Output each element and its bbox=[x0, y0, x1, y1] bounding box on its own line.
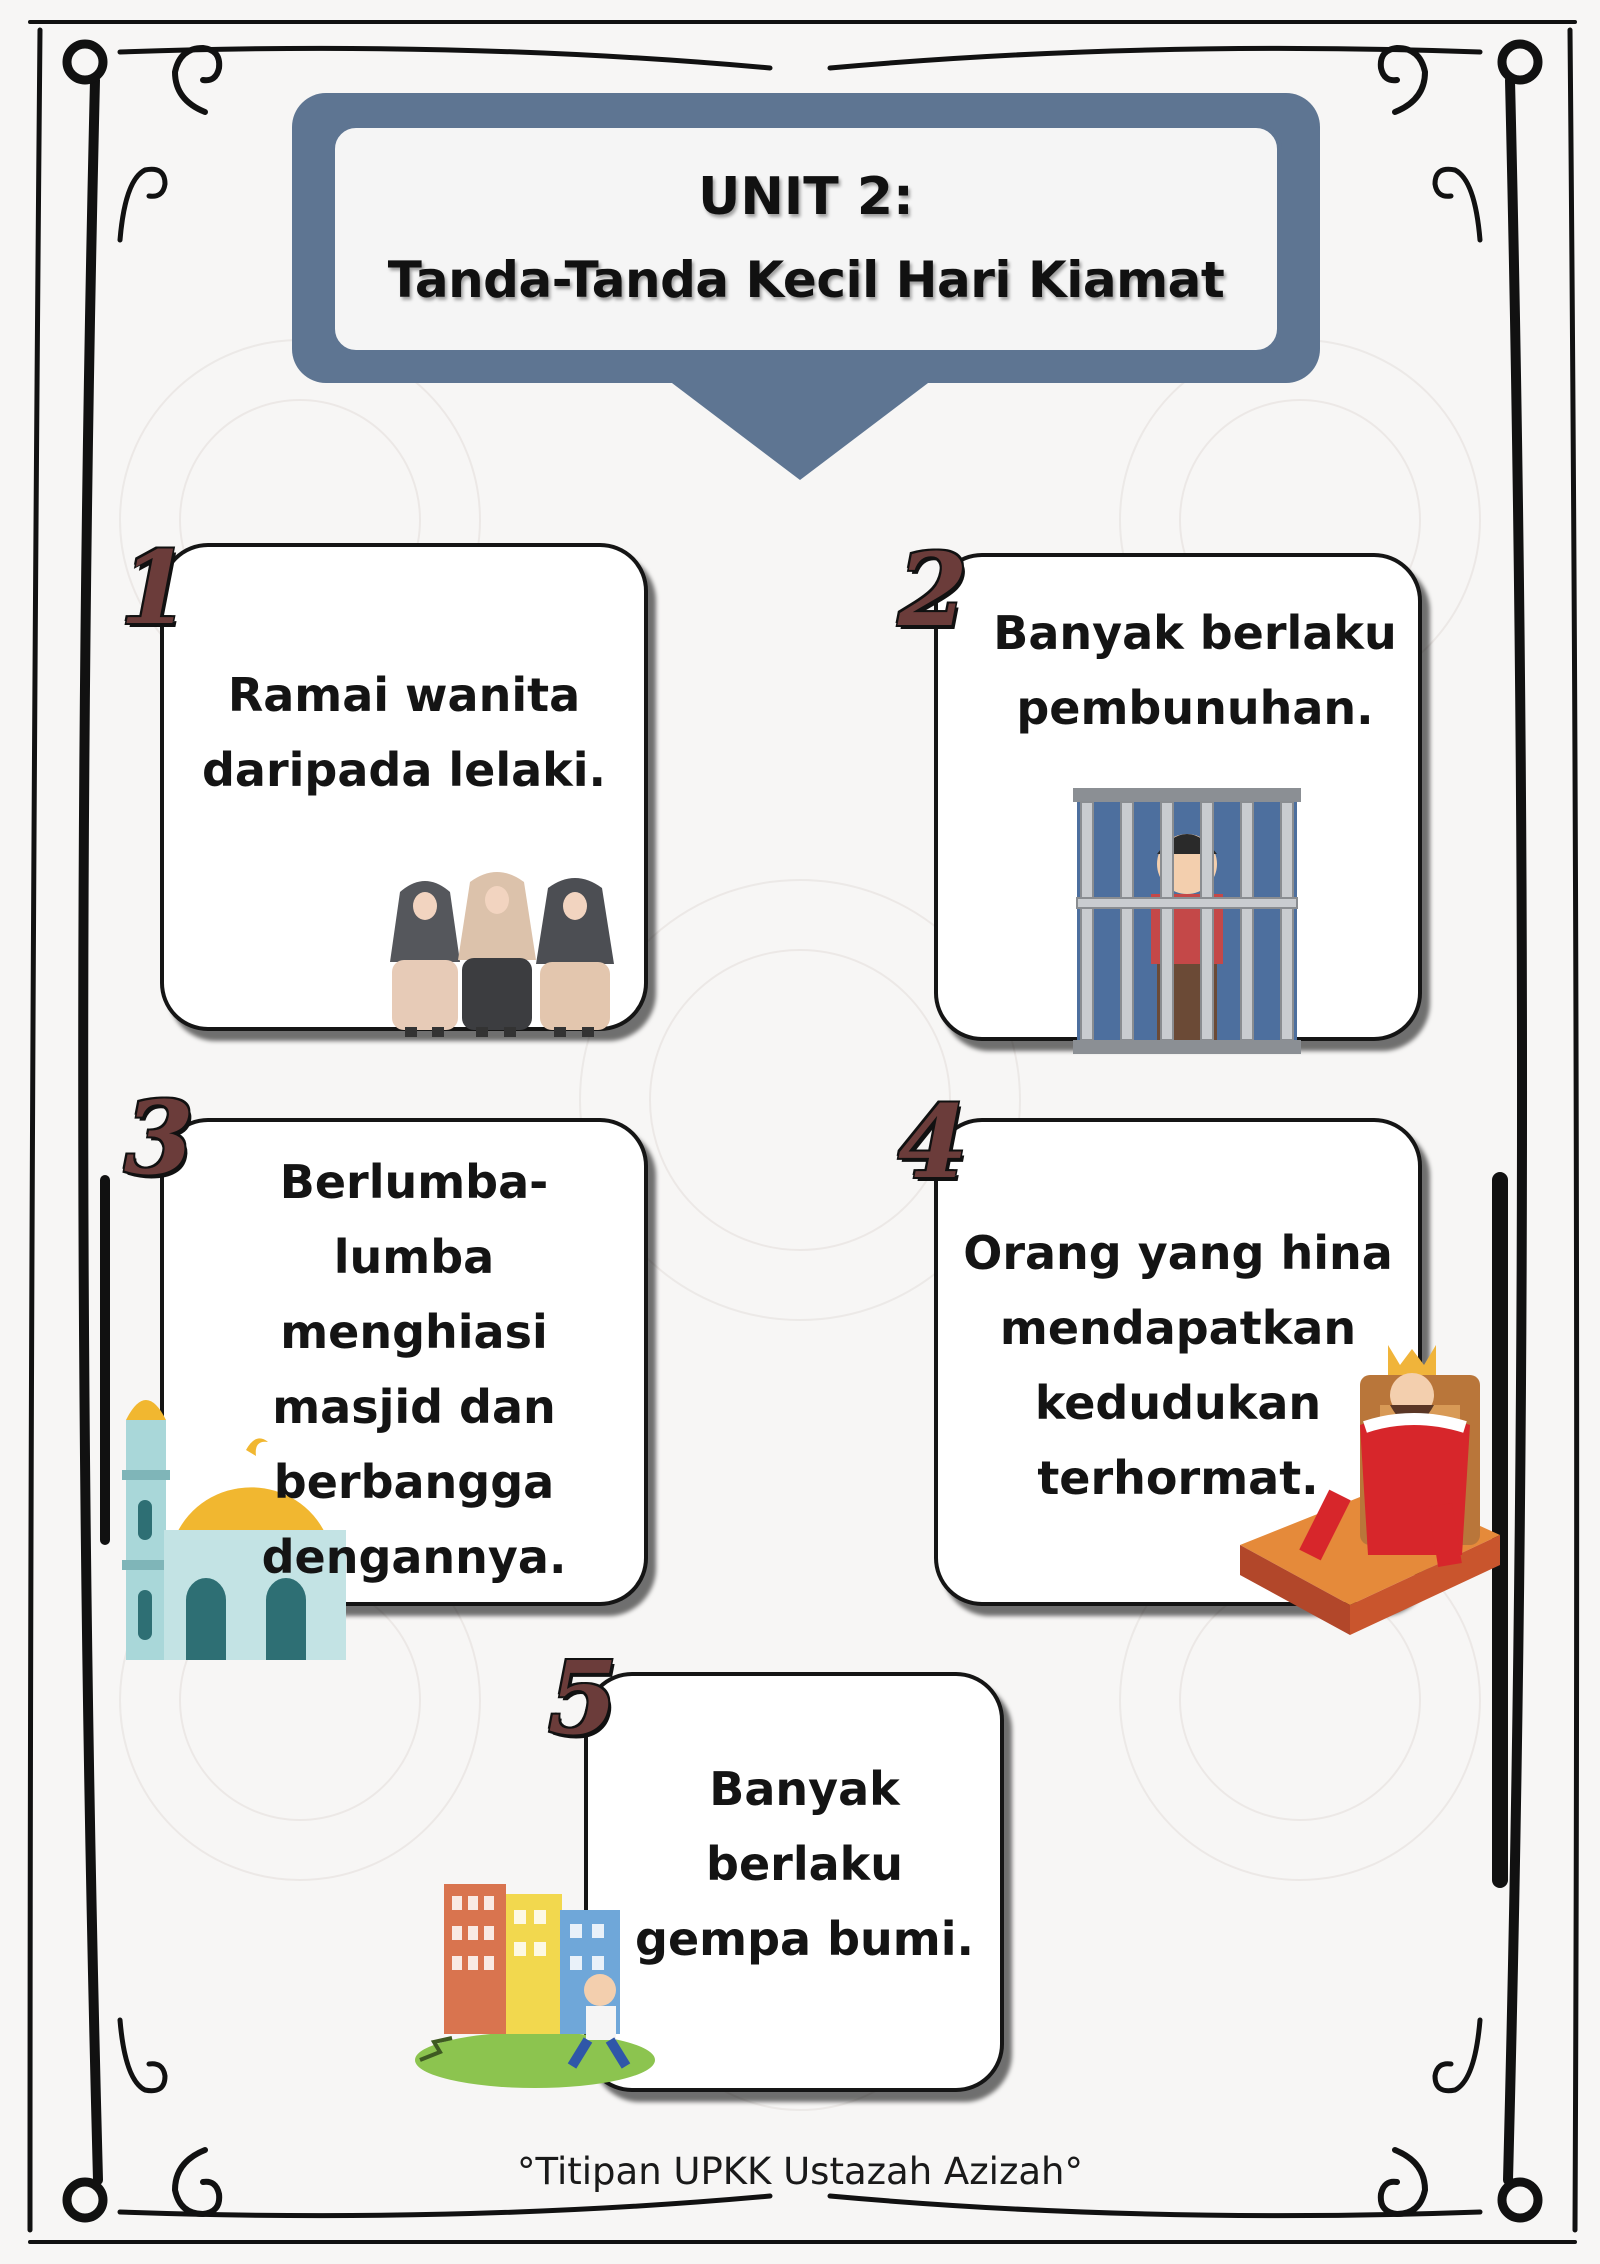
card-3-line: masjid dan bbox=[272, 1380, 556, 1434]
card-number-3: 3 bbox=[124, 1079, 194, 1197]
card-3-line: lumba bbox=[333, 1230, 495, 1284]
card-1-line: Ramai wanita bbox=[227, 668, 581, 722]
card-number-4: 4 bbox=[898, 1083, 968, 1201]
card-3-line: dengannya. bbox=[261, 1530, 567, 1584]
card-2-text bbox=[970, 596, 1420, 746]
card-2-line: Banyak berlaku bbox=[993, 606, 1397, 660]
card-3-line: Berlumba- bbox=[279, 1155, 549, 1209]
card-2-line: pembunuhan. bbox=[1016, 681, 1374, 735]
card-3-line: menghiasi bbox=[280, 1305, 548, 1359]
card-5-text bbox=[612, 1752, 997, 1977]
card-4-line: Orang yang hina bbox=[963, 1226, 1393, 1280]
card-3-line: berbangga bbox=[273, 1455, 555, 1509]
card-4-text bbox=[934, 1216, 1422, 1516]
card-5-line: Banyak bbox=[709, 1762, 900, 1816]
card-4-line: mendapatkan bbox=[999, 1301, 1357, 1355]
card-5-line: gempa bumi. bbox=[635, 1912, 974, 1966]
card-number-5: 5 bbox=[548, 1639, 618, 1757]
card-number-2: 2 bbox=[898, 531, 968, 649]
topic-title: Tanda-Tanda Kecil Hari Kiamat bbox=[387, 251, 1225, 310]
card-number-1: 1 bbox=[120, 529, 190, 647]
title-box bbox=[330, 123, 1282, 355]
jail-icon bbox=[1073, 788, 1301, 1056]
card-1-line: daripada lelaki. bbox=[202, 743, 606, 797]
card-1-text bbox=[160, 658, 648, 808]
women-hijab-icon bbox=[370, 872, 640, 1042]
card-4-line: kedudukan bbox=[1034, 1376, 1322, 1430]
card-5-line: berlaku bbox=[706, 1837, 903, 1891]
unit-title: UNIT 2: bbox=[698, 167, 914, 228]
card-4-line: terhormat. bbox=[1037, 1451, 1319, 1505]
card-3-text bbox=[214, 1145, 614, 1595]
footer-credit: °Titipan UPKK Ustazah Azizah° bbox=[517, 2150, 1083, 2193]
banner-pointer bbox=[668, 380, 932, 480]
